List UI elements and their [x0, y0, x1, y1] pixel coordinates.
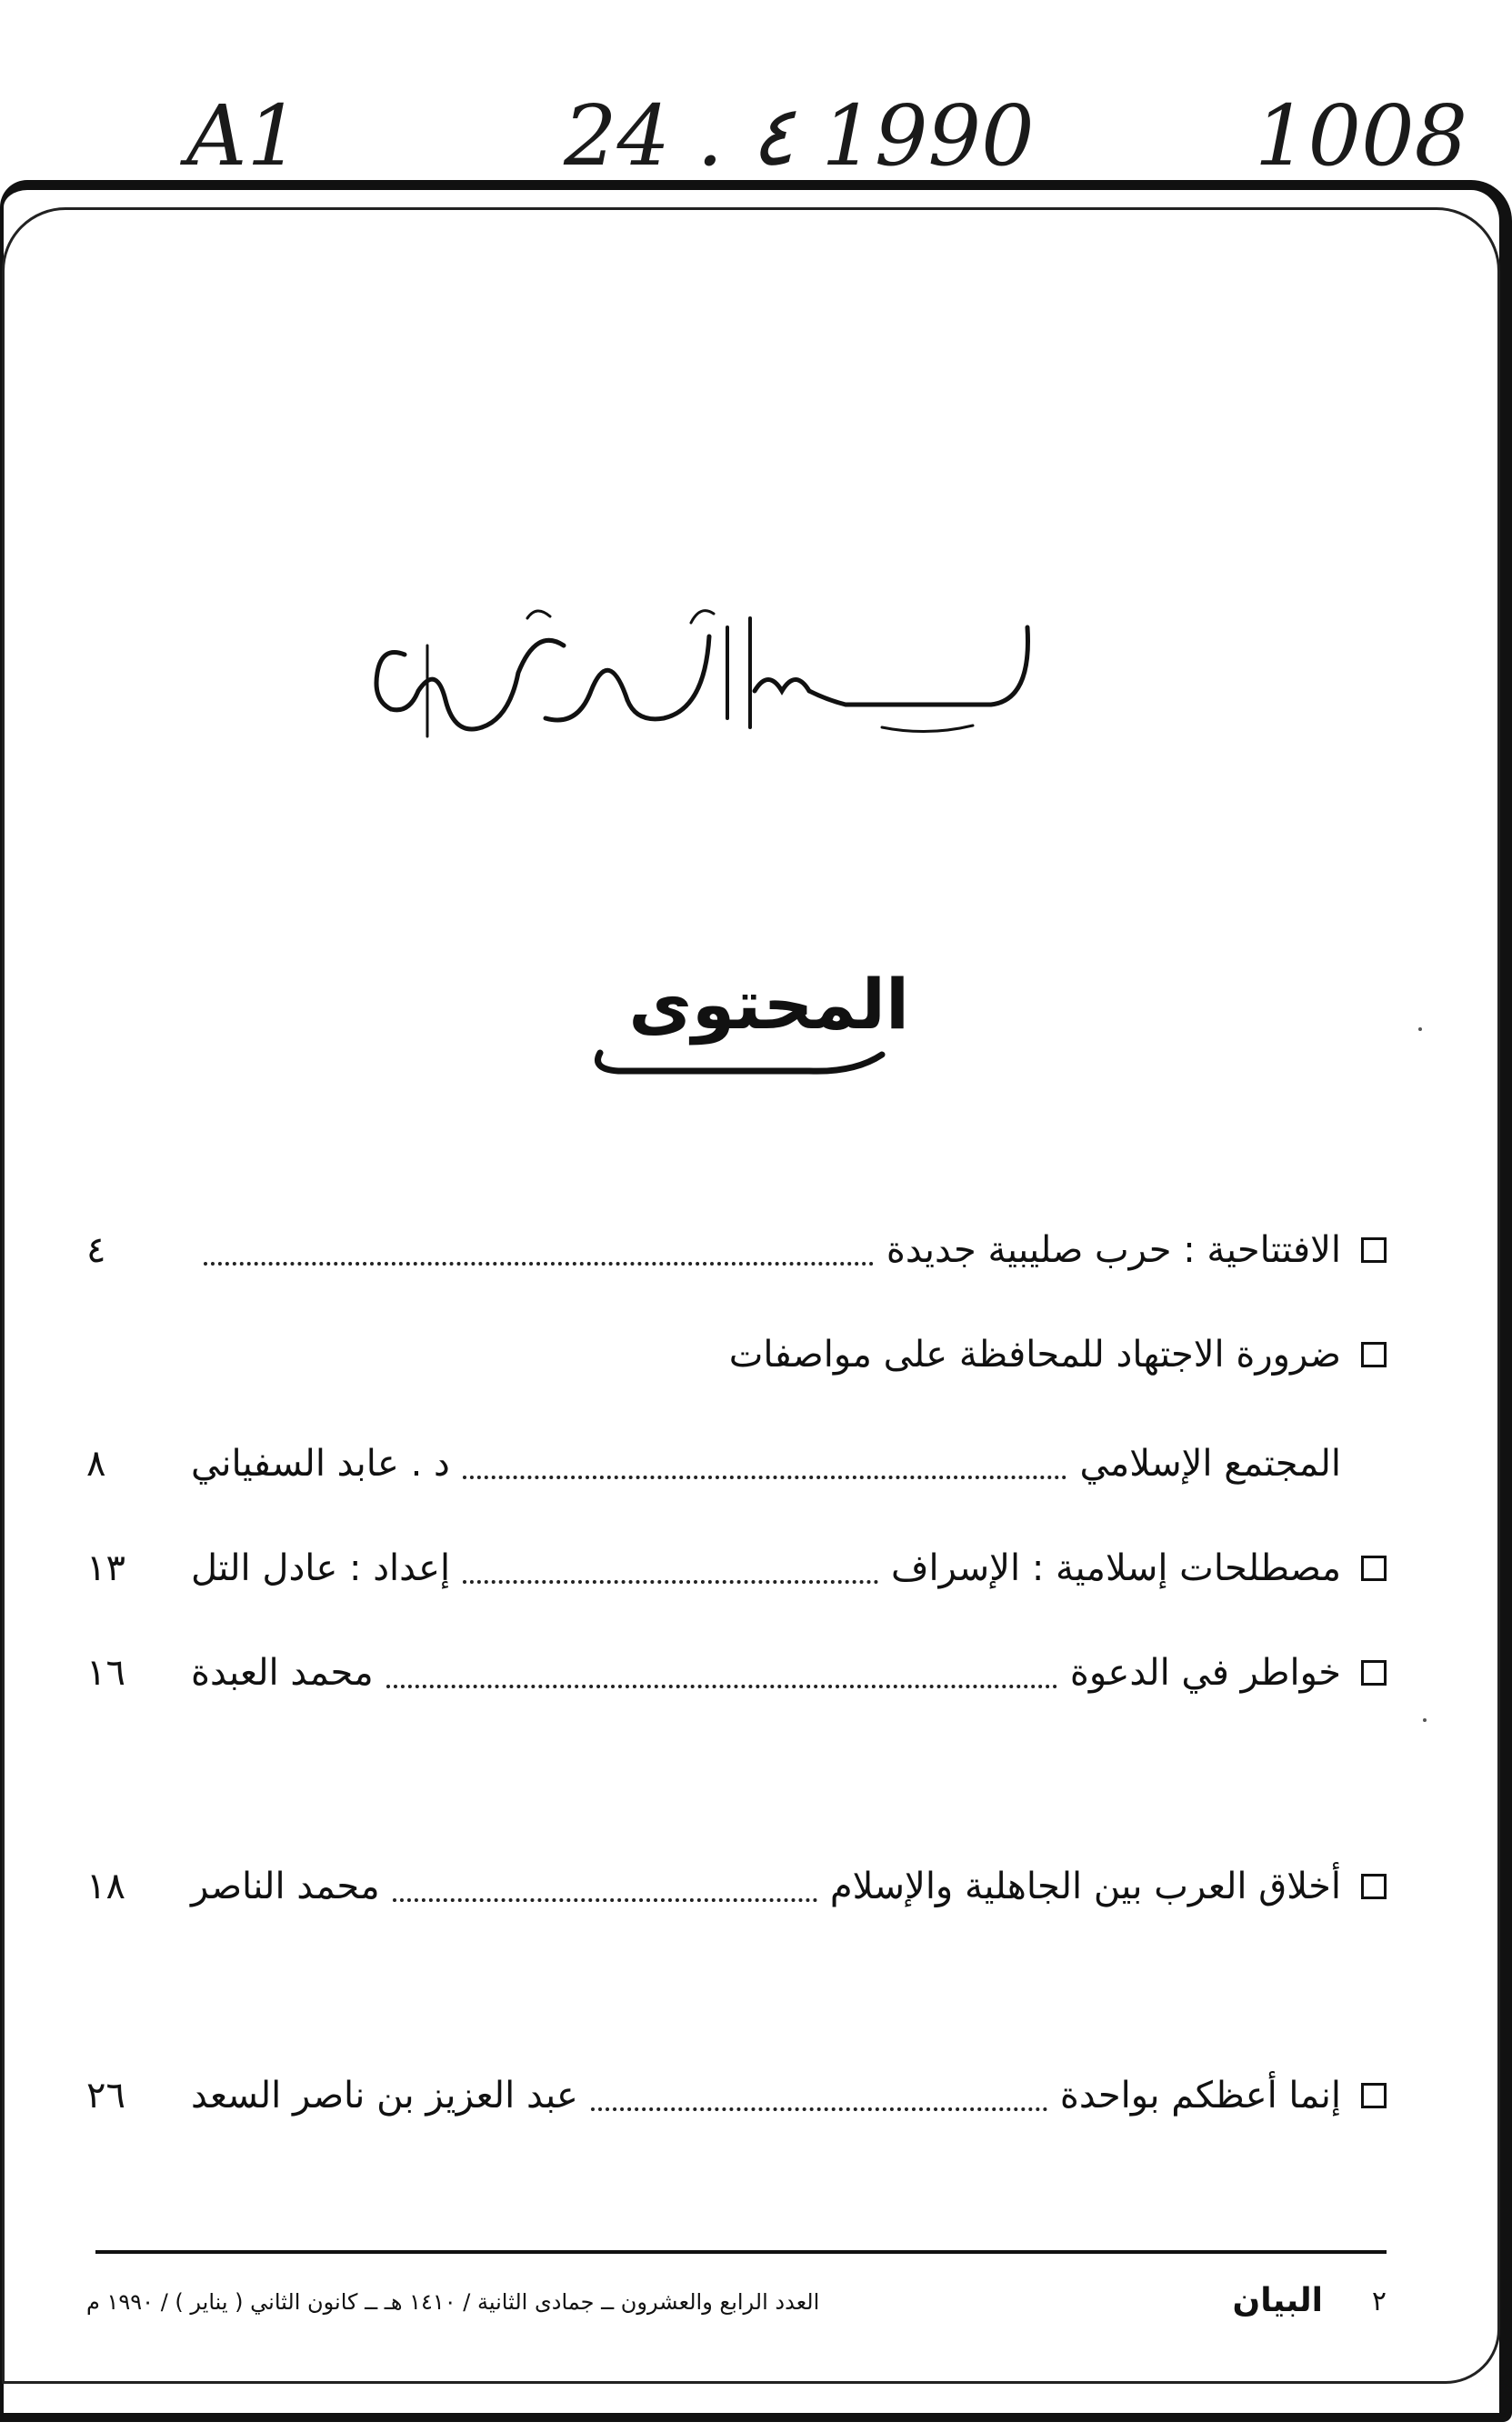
entry-title: أخلاق العرب بين الجاهلية والإسلام	[829, 1866, 1341, 1907]
checkbox-square	[1361, 1342, 1387, 1367]
toc-entry	[86, 1641, 1387, 1705]
footer-page-number: ٢	[1371, 2286, 1387, 2317]
toc-entry	[86, 1432, 1387, 1496]
dot-leader	[204, 1249, 874, 1266]
page-inner-frame	[2, 207, 1500, 2384]
entry-author: إعداد : عادل التل	[191, 1547, 451, 1589]
dot-leader	[386, 1672, 1057, 1688]
footer-rule	[95, 2250, 1387, 2254]
toc-entry	[86, 1855, 1387, 1918]
footer-magazine-name: البيان	[1232, 2282, 1323, 2319]
entry-page: ٢٦	[86, 2075, 125, 2117]
entry-author: محمد العبدة	[191, 1652, 374, 1694]
basmala-calligraphy	[336, 591, 1064, 773]
entry-page: ١٨	[86, 1866, 125, 1907]
dot-leader	[591, 2095, 1047, 2111]
entry-title: ضرورة الاجتهاد للمحافظة على مواصفات	[728, 1334, 1341, 1376]
entry-title: المجتمع الإسلامي	[1079, 1443, 1341, 1485]
entry-title: الافتتاحية : حرب صليبية جديدة	[886, 1229, 1341, 1271]
entry-title: إنما أعظكم بواحدة	[1059, 2075, 1341, 2117]
entry-title: مصطلحات إسلامية : الإسراف	[891, 1547, 1341, 1589]
entry-page: ١٦	[86, 1652, 125, 1694]
toc-entry	[86, 2064, 1387, 2127]
dot-leader	[463, 1567, 878, 1584]
dot-leader	[463, 1463, 1067, 1479]
handwritten-number: 1008	[1255, 87, 1468, 185]
toc-entry	[86, 1536, 1387, 1600]
toc-entry	[86, 1323, 1387, 1386]
handwritten-code: A1	[186, 87, 300, 185]
checkbox-square	[1361, 1556, 1387, 1581]
footer-issue-info: العدد الرابع والعشرون ــ جمادى الثانية / ١٤١٠ هـ ــ كانون الثاني ( يناير ) / ١٩٩٠ م	[86, 2289, 820, 2315]
entry-page: ٤	[86, 1229, 106, 1271]
entry-author: محمد الناصر	[191, 1866, 380, 1907]
scan-speck	[1423, 1718, 1427, 1722]
entry-author: د . عابد السفياني	[191, 1443, 450, 1485]
scan-speck	[1418, 1027, 1422, 1031]
checkbox-square	[1361, 1874, 1387, 1899]
toc-entry	[86, 1218, 1387, 1282]
checkbox-square	[1361, 1237, 1387, 1263]
title-flourish	[582, 1046, 891, 1082]
checkbox-square	[1361, 1660, 1387, 1686]
page-footer	[86, 2282, 1387, 2327]
dot-leader	[393, 1886, 817, 1902]
checkbox-square	[1361, 2083, 1387, 2108]
contents-title-block	[546, 964, 927, 1091]
entry-title: خواطر في الدعوة	[1069, 1652, 1341, 1694]
entry-page: ٨	[86, 1443, 106, 1485]
entry-author: عبد العزيز بن ناصر السعد	[191, 2075, 578, 2117]
entry-page: ١٣	[86, 1547, 125, 1589]
contents-title: المحتوى	[628, 964, 909, 1045]
handwritten-date: 24 . ٤ 1990	[564, 87, 1035, 185]
